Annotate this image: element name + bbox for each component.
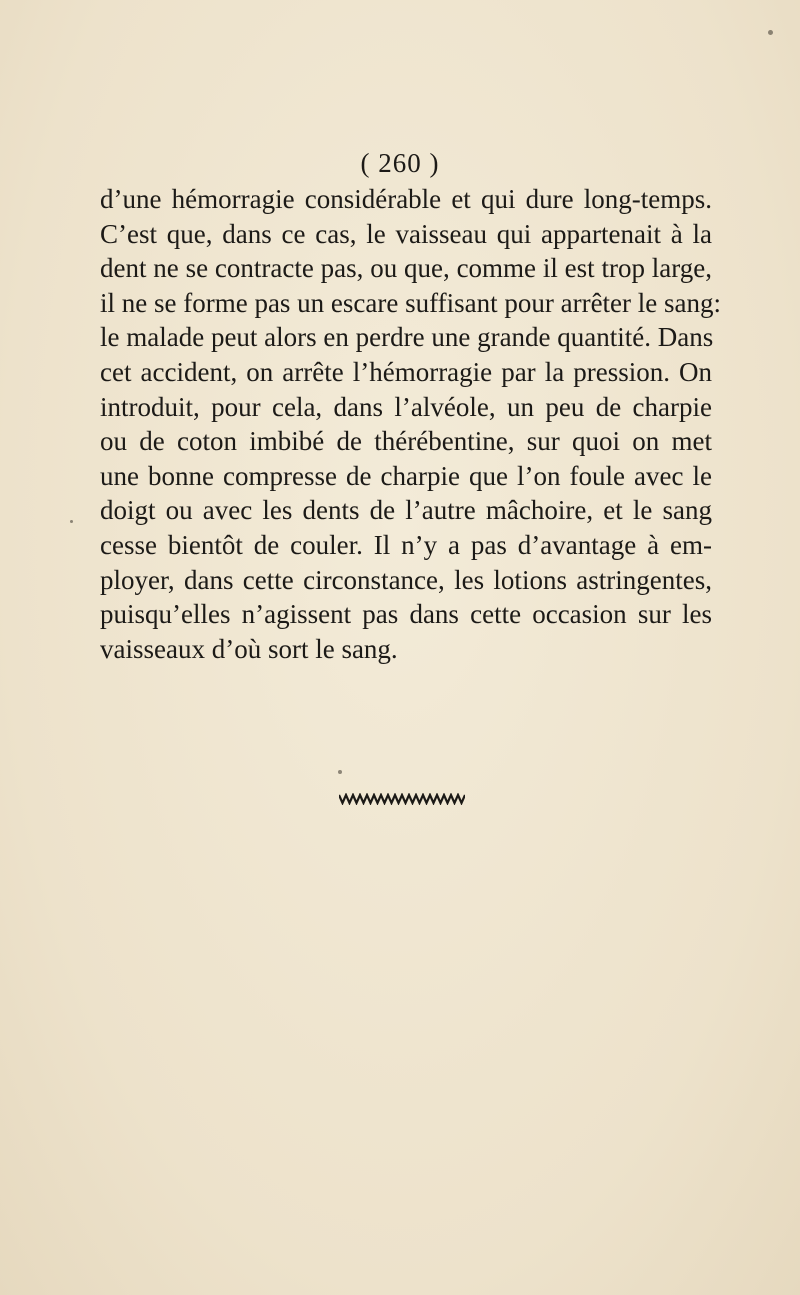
ink-speck	[338, 770, 342, 774]
page-number: ( 260 )	[360, 148, 440, 178]
text-line: introduit, pour cela, dans l’alvéole, un peu de charpie	[100, 391, 712, 422]
text-line: doigt ou avec les dents de l’autre mâchoire, et le sang	[100, 495, 712, 526]
text-line: une bonne compresse de charpie que l’on foule avec le	[100, 460, 712, 491]
ink-speck	[768, 30, 773, 35]
zigzag-rule	[339, 795, 465, 803]
text-line: ployer, dans cette circonstance, les lotions astringentes,	[100, 564, 712, 595]
text-line: il ne se forme pas un escare suffisant pour arrêter le sang:	[100, 287, 722, 318]
text-line: puisqu’elles n’agissent pas dans cette occasion sur les	[100, 599, 712, 630]
text-line: C’est que, dans ce cas, le vaisseau qui appartenait à la	[100, 218, 712, 249]
body-paragraph	[100, 182, 722, 666]
ornamental-rule	[339, 793, 465, 805]
text-line: cet accident, on arrête l’hémorragie par la pression. On	[100, 356, 712, 387]
text-line: d’une hémorragie considérable et qui dure long-temps.	[100, 184, 712, 214]
text-line: dent ne se contracte pas, ou que, comme il est trop large,	[100, 253, 712, 284]
ink-speck	[70, 520, 73, 523]
text-line: ou de coton imbibé de thérébentine, sur quoi on met	[100, 426, 712, 457]
text-line: vaisseaux d’où sort le sang.	[100, 633, 398, 664]
text-line: cesse bientôt de couler. Il n’y a pas d’avantage à em-	[100, 529, 712, 560]
text-line: le malade peut alors en perdre une grande quantité. Dans	[100, 322, 714, 353]
